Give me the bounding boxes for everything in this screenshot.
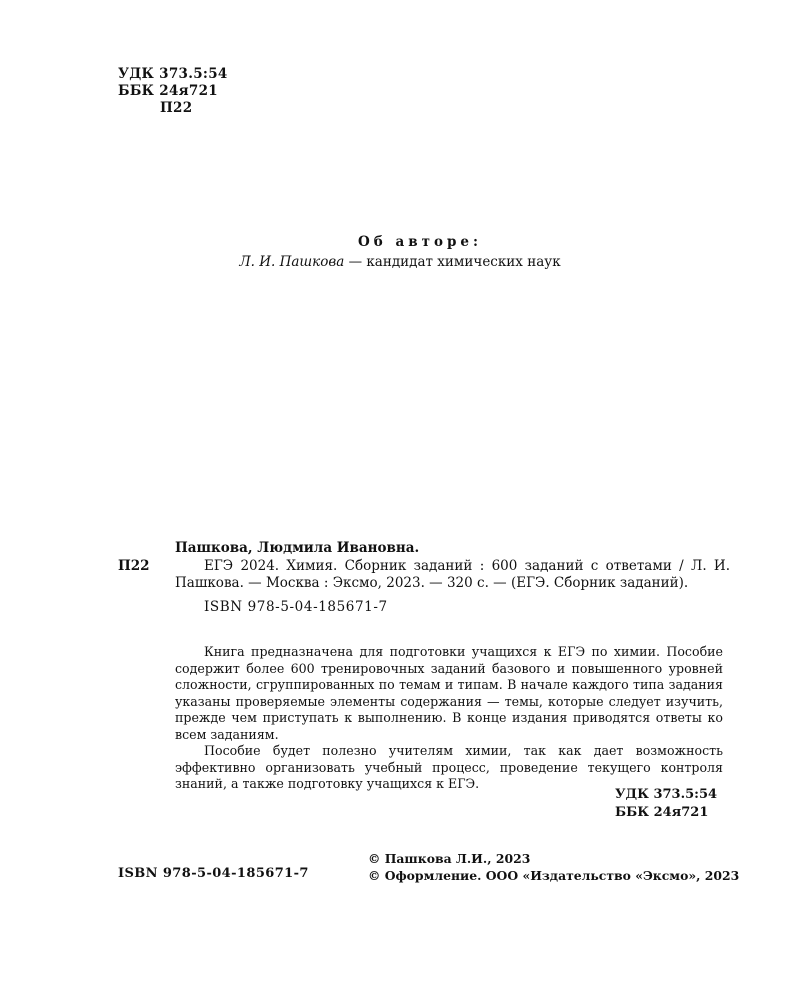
bibliographic-record bbox=[118, 540, 730, 616]
about-author-heading: Об авторе: bbox=[358, 234, 482, 250]
udk-code-bottom: УДК 373.5:54 bbox=[615, 787, 718, 802]
record-author-mark: П22 bbox=[118, 557, 150, 574]
author-degree: — кандидат химических наук bbox=[348, 254, 561, 270]
about-author-line bbox=[0, 252, 800, 272]
annotation-paragraph: Пособие будет полезно учителям химии, так как дает возможность эффективно организовать учебный процесс, проведение текущего контроля знаний, а также подготовку учащихся к ЕГЭ. bbox=[175, 743, 723, 791]
classification-footer bbox=[615, 786, 717, 822]
footer-isbn: ISBN 978-5-04-185671-7 bbox=[118, 866, 309, 881]
annotation-paragraph: Книга предназначена для подготовки учащихся к ЕГЭ по химии. Пособие содержит более 600 тренировочных заданий базового и повышенного уровней сложности, сгруппированных по темам и типам. В начале каждого типа задания указаны проверяемые элементы содержания — темы, которые следует изучить, прежде чем приступать к выполнению. В конце издания приводятся ответы ко всем заданиям. bbox=[175, 644, 723, 742]
classification-header bbox=[118, 66, 228, 117]
record-author: Пашкова, Людмила Ивановна. bbox=[175, 540, 420, 556]
about-author bbox=[0, 232, 800, 272]
copyright-block bbox=[368, 850, 739, 884]
record-isbn: ISBN 978-5-04-185671-7 bbox=[204, 598, 388, 615]
author-name: Л. И. Пашкова bbox=[239, 254, 345, 270]
copyright-publisher: © Оформление. ООО «Издательство «Эксмо», 2023 bbox=[368, 868, 740, 883]
record-body bbox=[118, 557, 730, 593]
author-mark: П22 bbox=[160, 100, 193, 116]
bbk-code-bottom: ББК 24я721 bbox=[615, 805, 709, 820]
record-description: ЕГЭ 2024. Химия. Сборник заданий : 600 заданий с ответами / Л. И. Пашкова. — Москва : Эксмо, 2023. — 320 с. — (ЕГЭ. Сборник заданий). bbox=[175, 557, 730, 591]
bbk-code: ББК 24я721 bbox=[118, 83, 218, 99]
udk-code: УДК 373.5:54 bbox=[118, 66, 228, 82]
copyright-author: © Пашкова Л.И., 2023 bbox=[368, 851, 531, 866]
annotation bbox=[175, 644, 723, 793]
